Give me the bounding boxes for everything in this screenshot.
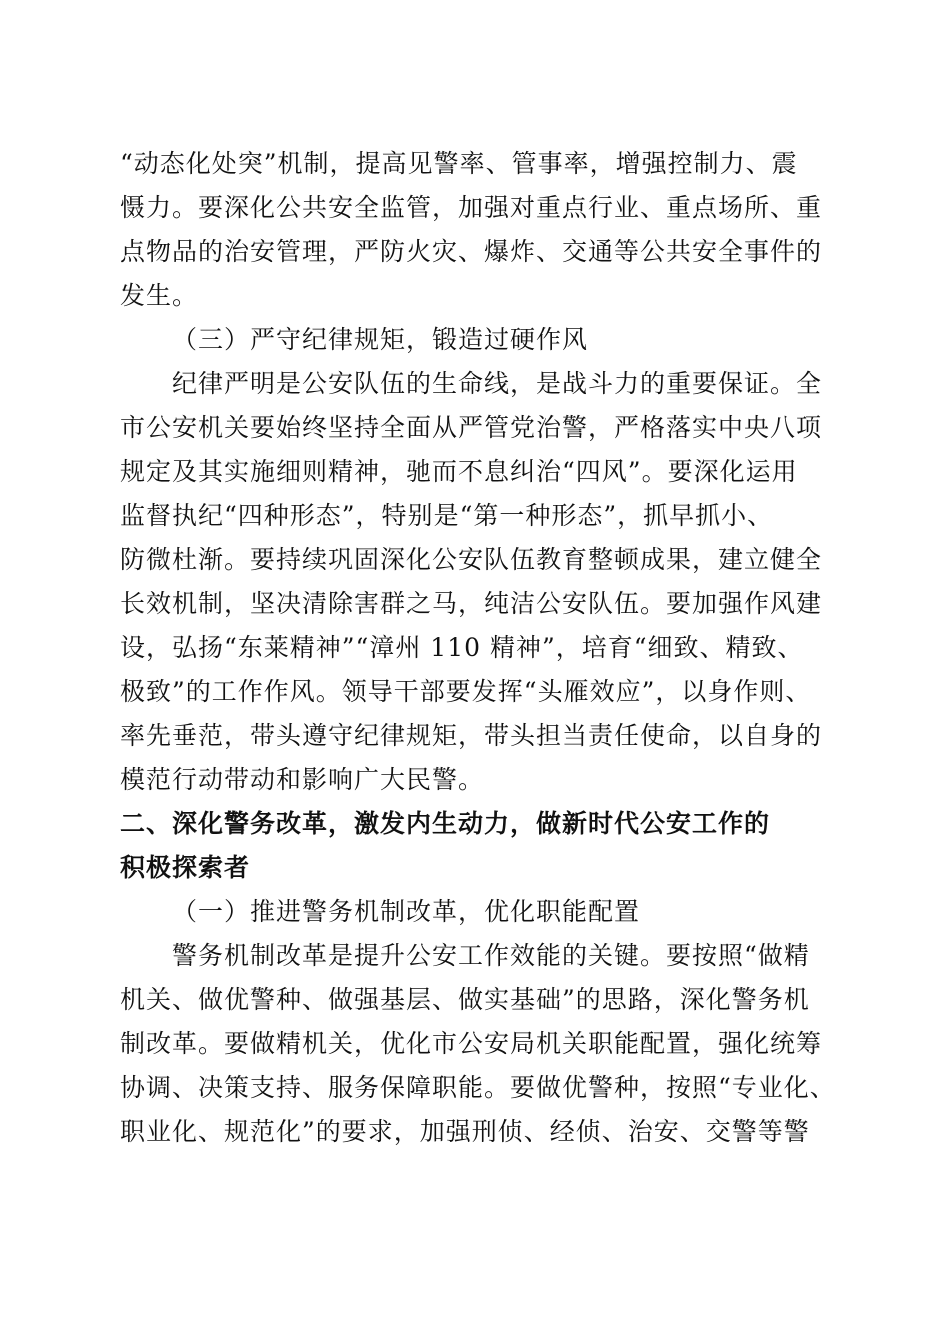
- text-line: 制改革。要做精机关，优化市公安局机关职能配置，强化统筹: [120, 1029, 823, 1058]
- text-line: 慑力。要深化公共安全监管，加强对重点行业、重点场所、重: [120, 193, 823, 222]
- document-body: [120, 144, 836, 1152]
- text-line: 机关、做优警种、做强基层、做实基础”的思路，深化警务机: [120, 985, 810, 1014]
- text-line: 协调、决策支持、服务保障职能。要做优警种，按照“专业化、: [120, 1073, 836, 1102]
- text-line: 监督执纪“四种形态”，特别是“第一种形态”，抓早抓小、: [120, 501, 774, 530]
- text-line: 模范行动带动和影响广大民警。: [120, 765, 485, 794]
- text-line: 率先垂范，带头遵守纪律规矩，带头担当责任使命，以自身的: [120, 721, 823, 750]
- text-line: 规定及其实施细则精神，驰而不息纠治“四风”。要深化运用: [120, 457, 798, 486]
- section-heading: 二、深化警务改革，激发内生动力，做新时代公安工作的: [120, 809, 771, 838]
- text-line: 点物品的治安管理，严防火灾、爆炸、交通等公共安全事件的: [120, 237, 823, 266]
- paragraph-first-line: 纪律严明是公安队伍的生命线，是战斗力的重要保证。全: [172, 369, 823, 398]
- text-line: “动态化处突”机制，提高见警率、管事率，增强控制力、震: [120, 149, 798, 178]
- text-line: 防微杜渐。要持续巩固深化公安队伍教育整顿成果，建立健全: [120, 545, 823, 574]
- text-line: 职业化、规范化”的要求，加强刑侦、经侦、治安、交警等警: [120, 1117, 810, 1146]
- text-line: 设，弘扬“东莱精神”“漳州 110 精神”，培育“细致、精致、: [120, 633, 804, 662]
- paragraph-first-line: 警务机制改革是提升公安工作效能的关键。要按照“做精: [172, 941, 810, 970]
- text-line: 发生。: [120, 281, 199, 310]
- subheading-discipline: （三）严守纪律规矩，锻造过硬作风: [172, 325, 589, 354]
- section-heading-continued: 积极探索者: [120, 853, 251, 882]
- subheading-reform: （一）推进警务机制改革，优化职能配置: [172, 897, 641, 926]
- text-line: 长效机制，坚决清除害群之马，纯洁公安队伍。要加强作风建: [120, 589, 823, 618]
- text-line: 市公安机关要始终坚持全面从严管党治警，严格落实中央八项: [120, 413, 823, 442]
- text-line: 极致”的工作作风。领导干部要发挥“头雁效应”，以身作则、: [120, 677, 812, 706]
